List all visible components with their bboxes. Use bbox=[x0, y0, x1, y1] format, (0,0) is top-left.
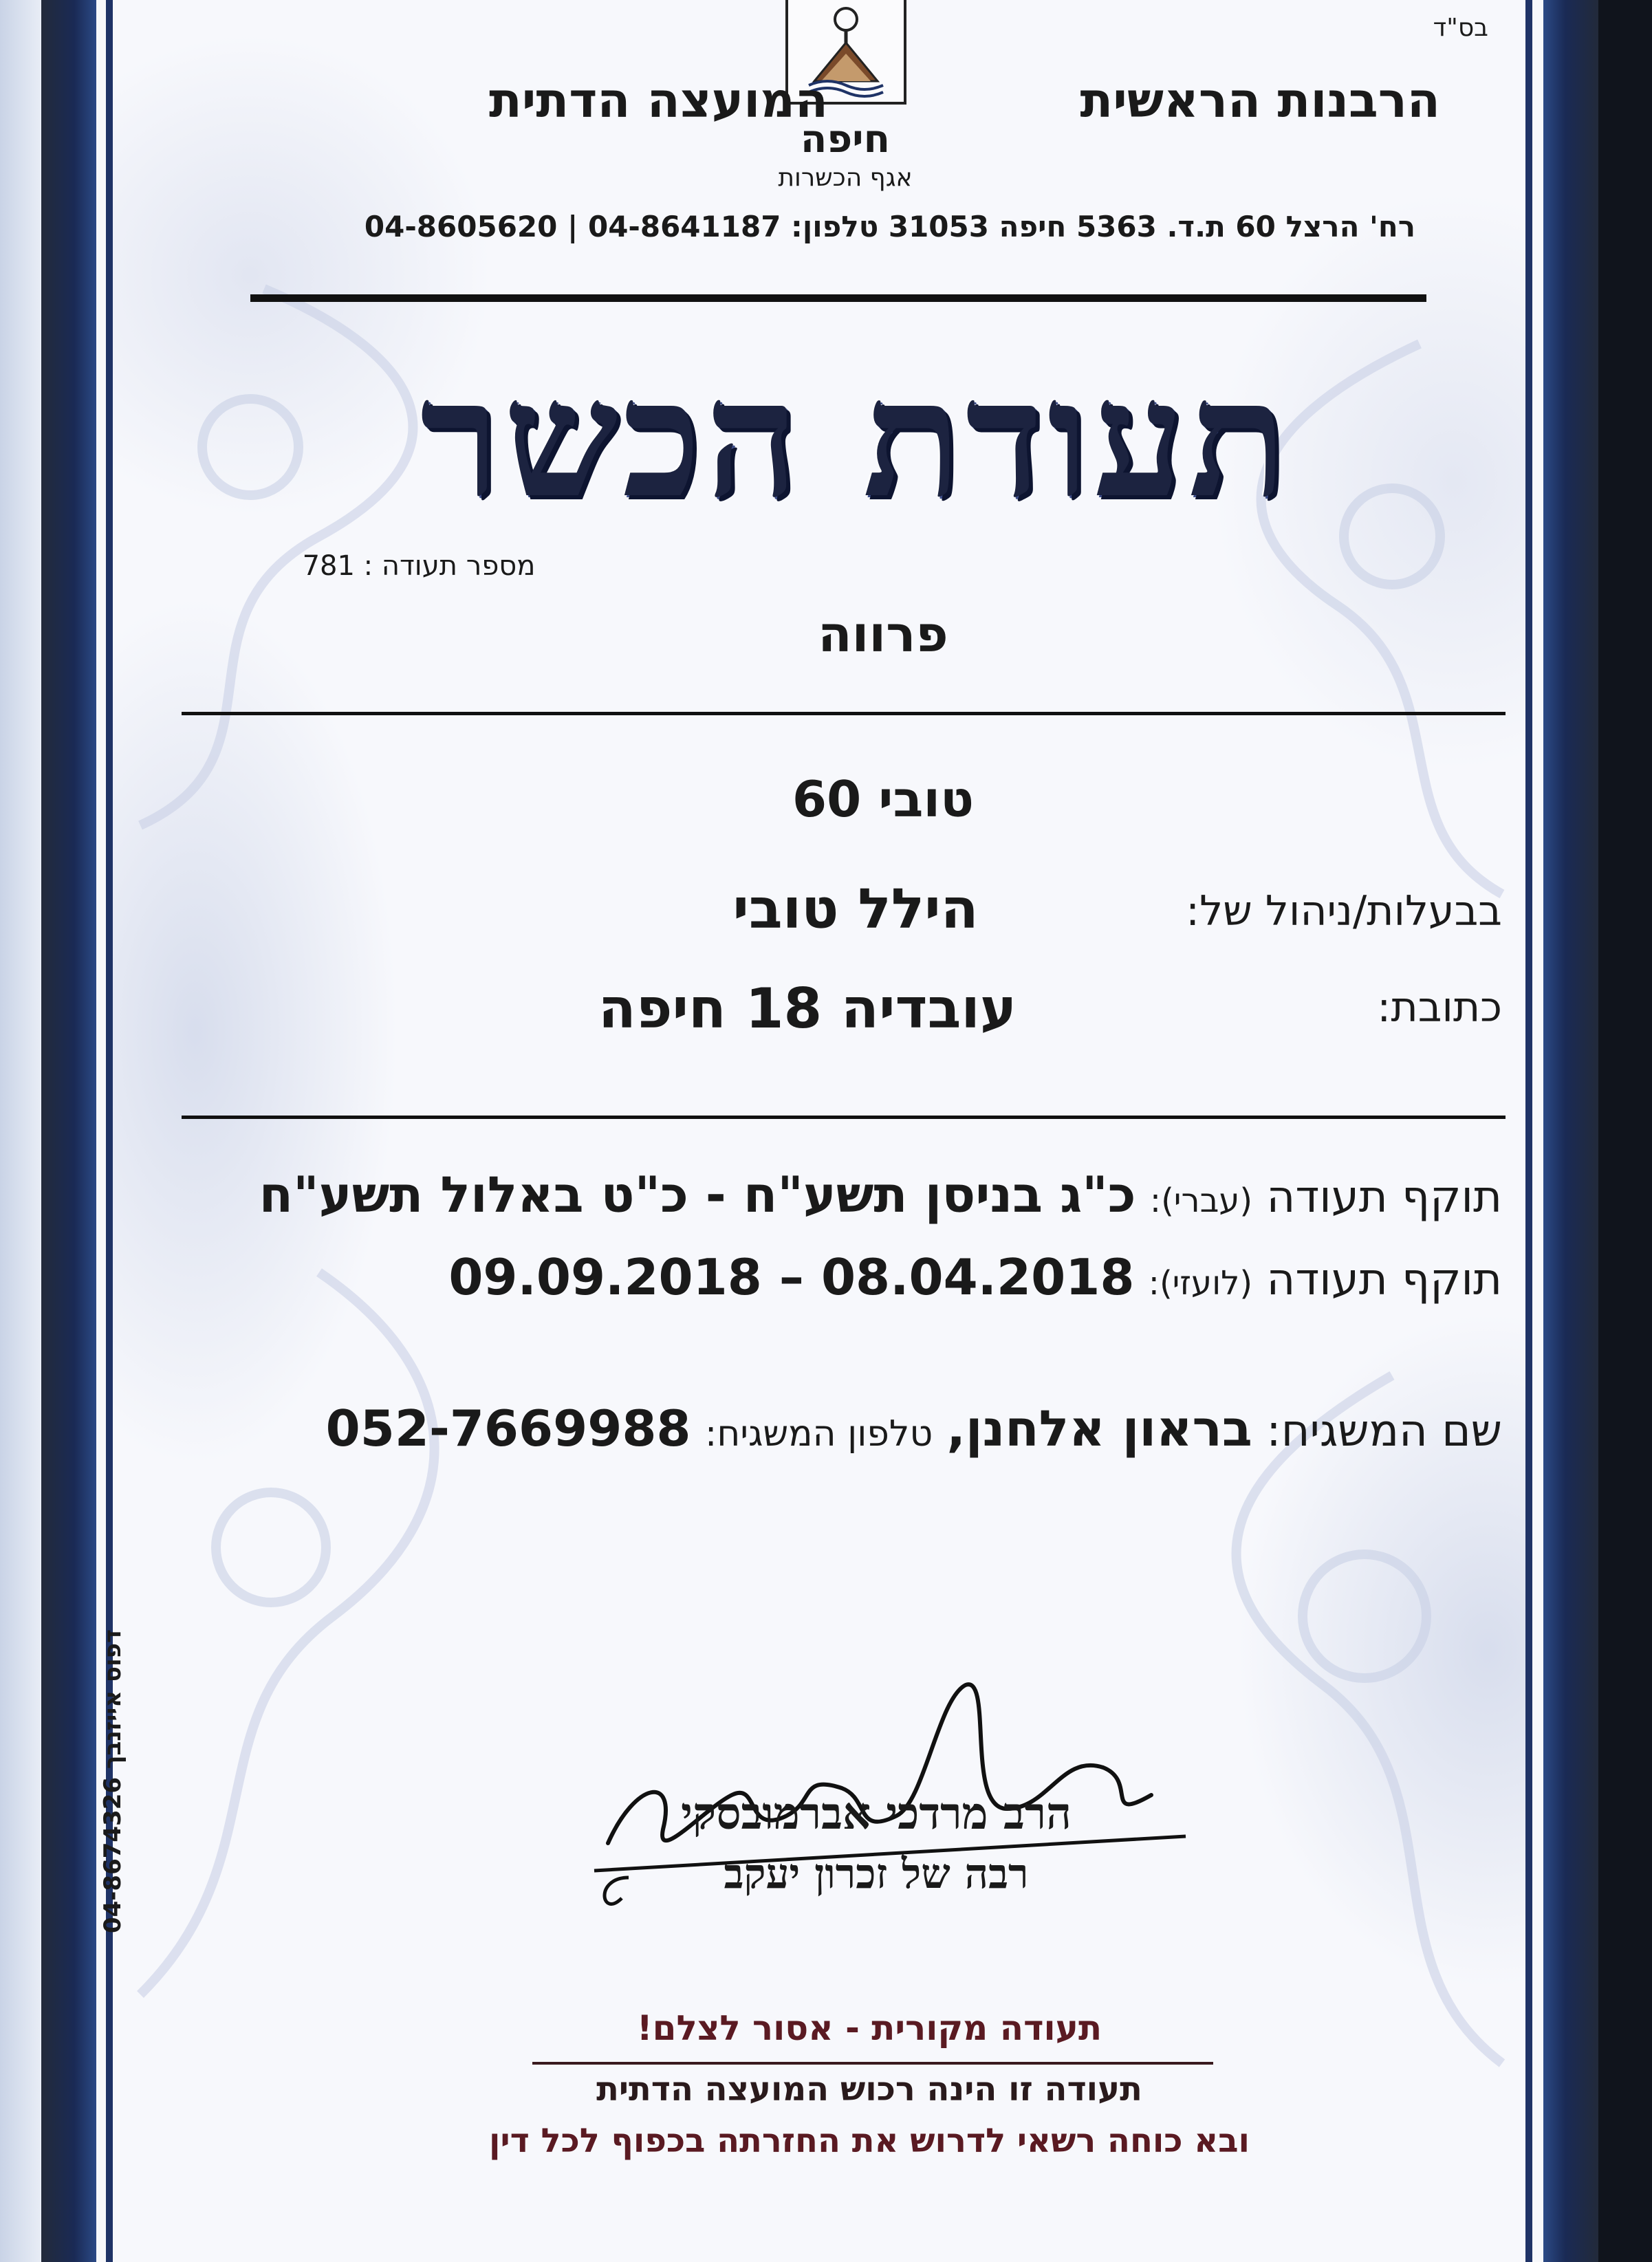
certificate-number-label: מספר תעודה : bbox=[363, 550, 536, 582]
validity-gregorian-dates: 08.04.2018 – 09.09.2018 bbox=[448, 1248, 1135, 1306]
validity-hebrew-dates: כ"ג בניסן תשע"ח - כ"ט באלול תשע"ח bbox=[259, 1166, 1136, 1224]
validity-gregorian-note: (לועזי): bbox=[1148, 1264, 1253, 1303]
kashrut-type: פרווה bbox=[818, 605, 948, 663]
signatory-role: רבה של זכרון יעקב bbox=[724, 1850, 1029, 1898]
left-border-band bbox=[41, 0, 96, 2262]
business-address: עובדיה 18 חיפה bbox=[598, 977, 1017, 1041]
right-border-line bbox=[1525, 0, 1532, 2262]
signatory-title: הרב מרדכי אברמובסקי bbox=[681, 1788, 1072, 1840]
certificate-title: תעודת הכשר bbox=[420, 344, 1292, 534]
business-name: טובי 60 bbox=[792, 770, 974, 828]
property-notice: תעודה זו הינה רכוש המועצה הדתית bbox=[596, 2070, 1142, 2109]
address-label: כתובת: bbox=[1377, 983, 1502, 1032]
besd-mark: בס"ד bbox=[1433, 14, 1488, 42]
supervisor-name: בראון אלחנן, bbox=[946, 1400, 1252, 1457]
validity-gregorian-row bbox=[216, 1248, 1502, 1306]
section-divider-1 bbox=[182, 712, 1506, 715]
right-border-band bbox=[1543, 0, 1598, 2262]
chief-rabbinate-heading: הרבנות הראשית bbox=[1080, 72, 1440, 129]
validity-hebrew-label: תוקף תעודה bbox=[1266, 1172, 1502, 1223]
owner-label: בבעלות/ניהול של: bbox=[1185, 887, 1502, 935]
kashrut-department: אגף הכשרות bbox=[778, 164, 913, 192]
section-divider-2 bbox=[182, 1116, 1506, 1119]
supervisor-phone: 052-7669988 bbox=[325, 1400, 691, 1457]
right-border-outer bbox=[1598, 0, 1652, 2262]
contact-address-line: רח' הרצל 60 ת.ד. 5363 חיפה 31053 טלפון: 04-8641187 | 04-8605620 bbox=[364, 210, 1416, 243]
left-border-outer bbox=[0, 0, 41, 2262]
validity-hebrew-note: (עברי): bbox=[1149, 1182, 1253, 1220]
validity-gregorian-label: תוקף תעודה bbox=[1266, 1254, 1502, 1305]
certificate-number bbox=[223, 550, 615, 582]
no-photo-warning: תעודה מקורית - אסור לצלם! bbox=[636, 2008, 1102, 2048]
header-divider bbox=[250, 294, 1426, 302]
right-border-gap bbox=[1532, 0, 1543, 2262]
owner-name: הילל טובי bbox=[732, 877, 979, 941]
city-name: חיפה bbox=[800, 117, 891, 162]
footer-divider bbox=[532, 2062, 1213, 2065]
validity-hebrew-row bbox=[216, 1166, 1502, 1224]
background-ornament bbox=[113, 0, 1525, 2262]
return-notice: ובא כוחה רשאי לדרוש את החזרתה בכפוף לכל דין bbox=[489, 2122, 1250, 2160]
certificate-number-value: 781 bbox=[302, 550, 355, 582]
printer-credit: דפוס אייזנבך 04-8674326 bbox=[99, 1629, 127, 1934]
certificate-paper bbox=[99, 0, 1525, 2262]
supervisor-row bbox=[216, 1400, 1502, 1457]
religious-council-heading: המועצה הדתית bbox=[488, 72, 828, 129]
supervisor-name-label: שם המשגיח: bbox=[1266, 1406, 1502, 1457]
supervisor-phone-label: טלפון המשגיח: bbox=[704, 1413, 933, 1455]
